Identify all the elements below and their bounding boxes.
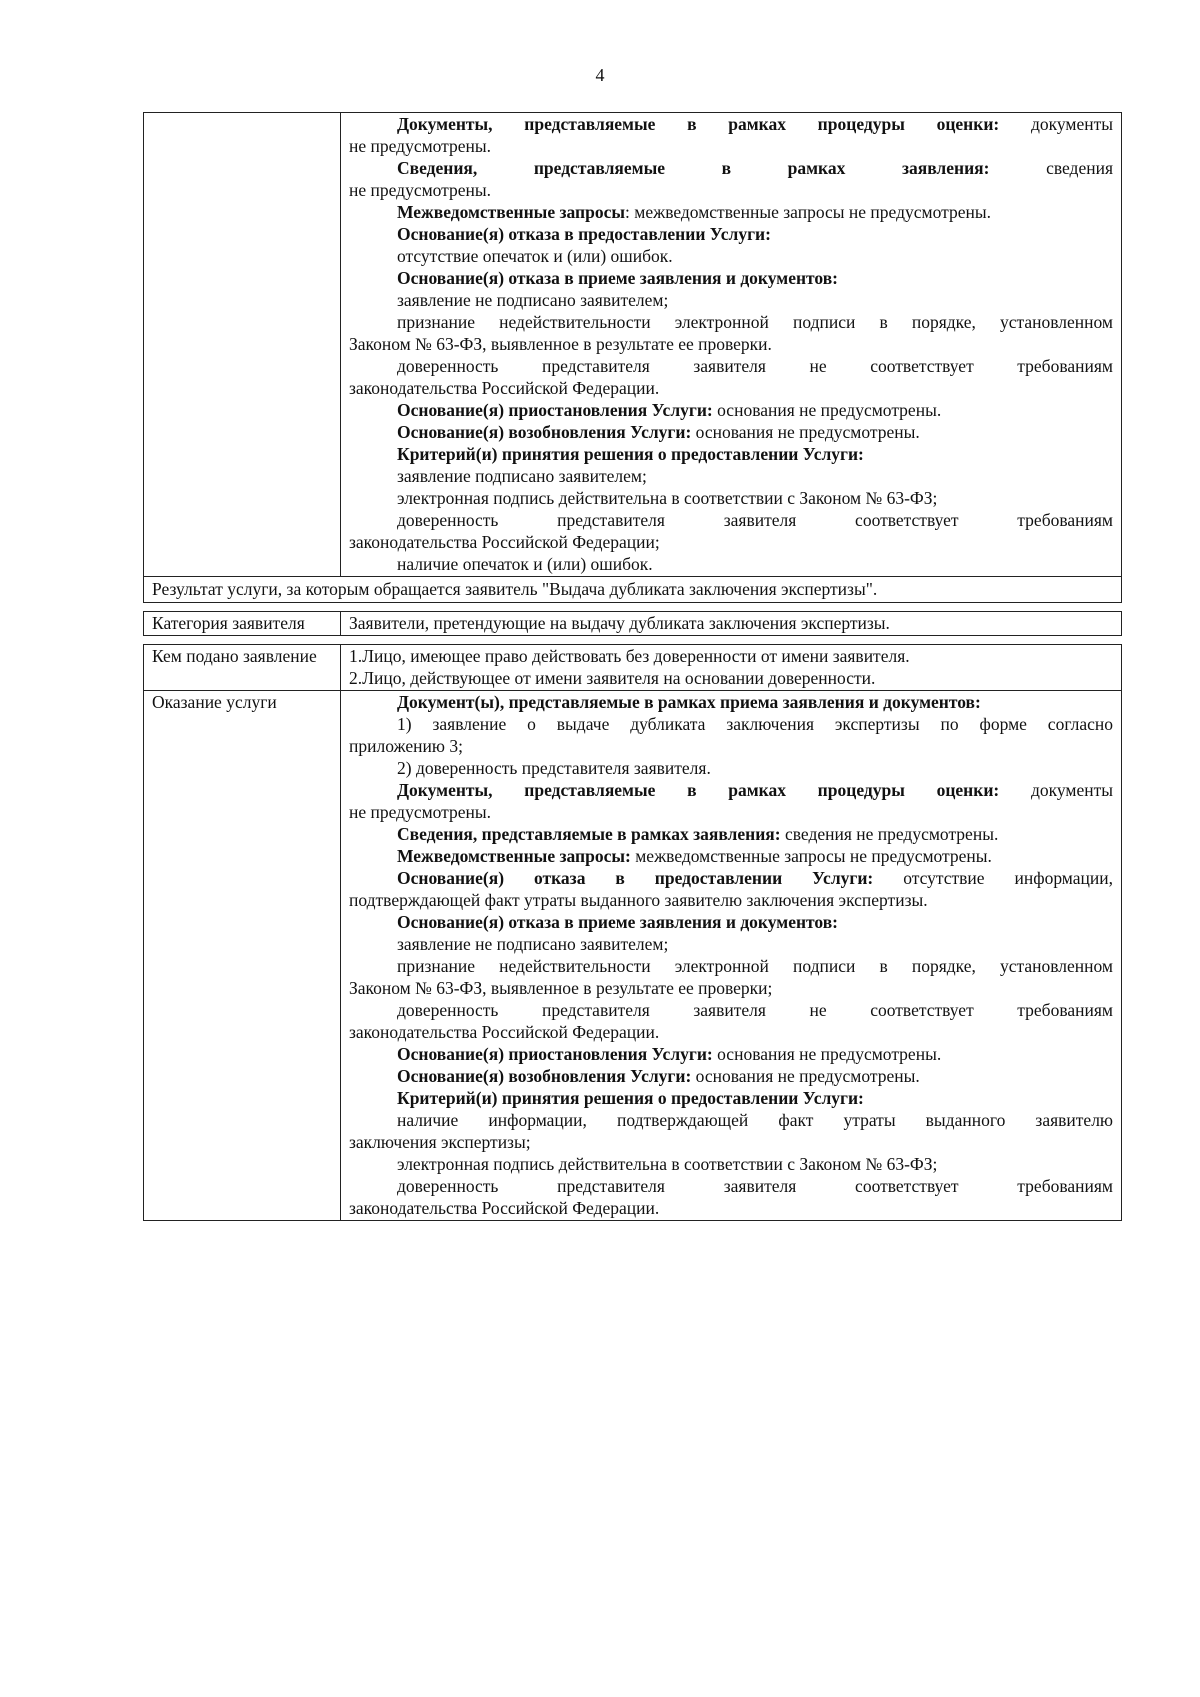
bold-heading: Документ(ы), представляемые в рамках приема заявления и документов: [397,692,981,712]
service-table [143,112,1122,1221]
paragraph [349,509,1113,531]
category-label: Категория заявителя [144,612,341,636]
paragraph-text: наличие опечаток и (или) ошибок. [397,554,653,574]
paragraph-text: Законом № 63-ФЗ, выявленное в результате ее проверки; [349,978,773,998]
paragraph-text: отсутствие опечаток и (или) ошибок. [397,246,673,266]
section-row [144,577,1122,603]
paragraph-text: заключения экспертизы; [349,1132,531,1152]
paragraph [349,333,1113,355]
paragraph-text: отсутствие информации, [873,868,1113,888]
paragraph [349,1175,1113,1197]
paragraph-text: законодательства Российской Федерации. [349,1022,660,1042]
bold-heading: Основание(я) приостановления Услуги: [397,400,713,420]
service-label: Оказание услуги [144,691,341,1221]
bold-heading: Сведения, представляемые в рамках заявления: [397,824,781,844]
bold-heading: Документы, представляемые в рамках процедуры оценки: [397,780,1000,800]
paragraph-text: доверенность представителя заявителя не соответствует требованиям [397,1000,1113,1020]
table-row [144,612,1122,636]
paragraph-text: : межведомственные запросы не предусмотрены. [625,202,991,222]
paragraph-text: основания не предусмотрены. [712,400,942,420]
paragraph-text: заявление подписано заявителем; [397,466,647,486]
paragraph-text: не предусмотрены. [349,802,492,822]
paragraph-text: признание недействительности электронной подписи в порядке, установленном [397,956,1113,976]
paragraph-text: 2) доверенность представителя заявителя. [397,758,711,778]
paragraph [349,223,1113,245]
bold-heading: Основание(я) отказа в приеме заявления и документов: [397,912,839,932]
bold-heading: Критерий(и) принятия решения о предоставлении Услуги: [397,444,864,464]
paragraph [349,421,1113,443]
paragraph [349,757,1113,779]
paragraph [349,135,1113,157]
paragraph [349,867,1113,889]
list-item: 2.Лицо, действующее от имени заявителя на основании доверенности. [349,668,876,688]
paragraph [349,1153,1113,1175]
table-row [144,113,1122,577]
paragraph [349,1197,1113,1219]
paragraph [349,245,1113,267]
paragraph-text: подтверждающей факт утраты выданного заявителю заключения экспертизы. [349,890,928,910]
paragraph [349,487,1113,509]
paragraph-text: заявление не подписано заявителем; [397,934,669,954]
paragraph [349,889,1113,911]
service-block-cell [341,691,1122,1221]
paragraph-text: основания не предусмотрены. [691,422,920,442]
paragraph-text: доверенность представителя заявителя не соответствует требованиям [397,356,1113,376]
paragraph [349,267,1113,289]
bold-heading: Основание(я) отказа в предоставлении Услуги: [397,868,874,888]
paragraph-text: наличие информации, подтверждающей факт утраты выданного заявителю [397,1110,1113,1130]
paragraph-text: основания не предусмотрены. [691,1066,920,1086]
paragraph-text: законодательства Российской Федерации. [349,1198,660,1218]
paragraph [349,531,1113,553]
paragraph-text: документы [999,780,1113,800]
service-block [349,691,1113,1219]
list-item: 1.Лицо, имеющее право действовать без доверенности от имени заявителя. [349,646,910,666]
paragraph-text: электронная подпись действительна в соответствии с Законом № 63-ФЗ; [397,1154,938,1174]
paragraph-text: документы [999,114,1113,134]
top-block [349,113,1113,575]
bold-heading: Основание(я) возобновления Услуги: [397,422,692,442]
paragraph [349,1043,1113,1065]
paragraph [349,911,1113,933]
paragraph [349,977,1113,999]
paragraph [349,1109,1113,1131]
bold-heading: Межведомственные запросы: [397,846,631,866]
empty-label-cell [144,113,341,577]
paragraph [349,377,1113,399]
paragraph-text: не предусмотрены. [349,136,492,156]
paragraph [349,1021,1113,1043]
paragraph [349,1065,1113,1087]
paragraph-text: законодательства Российской Федерации. [349,378,660,398]
paragraph [349,553,1113,575]
section-title: Результат услуги, за которым обращается заявитель "Выдача дубликата заключения экспертизы". [144,577,1122,603]
bold-heading: Критерий(и) принятия решения о предоставлении Услуги: [397,1088,864,1108]
bold-heading: Документы, представляемые в рамках процедуры оценки: [397,114,1000,134]
paragraph-text: основания не предусмотрены. [712,1044,942,1064]
paragraph-text: межведомственные запросы не предусмотрены. [630,846,992,866]
paragraph [349,443,1113,465]
paragraph-text: доверенность представителя заявителя соответствует требованиям [397,1176,1113,1196]
paragraph [349,465,1113,487]
paragraph [349,113,1113,135]
paragraph-text: доверенность представителя заявителя соответствует требованиям [397,510,1113,530]
bold-heading: Сведения, представляемые в рамках заявления: [397,158,990,178]
page-number: 4 [595,65,605,85]
paragraph [349,933,1113,955]
paragraph-text: заявление не подписано заявителем; [397,290,669,310]
paragraph [349,823,1113,845]
paragraph [349,845,1113,867]
paragraph [349,201,1113,223]
paragraph [349,289,1113,311]
bold-heading: Основание(я) возобновления Услуги: [397,1066,692,1086]
paragraph [349,955,1113,977]
paragraph [349,311,1113,333]
paragraph-text: не предусмотрены. [349,180,492,200]
paragraph [349,713,1113,735]
bold-heading: Межведомственные запросы [397,202,626,222]
paragraph [349,999,1113,1021]
paragraph [349,779,1113,801]
paragraph-text: Законом № 63-ФЗ, выявленное в результате ее проверки. [349,334,772,354]
paragraph-text: приложению 3; [349,736,463,756]
paragraph [349,1087,1113,1109]
paragraph [349,735,1113,757]
paragraph [349,801,1113,823]
paragraph [349,1131,1113,1153]
paragraph-text: сведения не предусмотрены. [780,824,999,844]
paragraph [349,691,1113,713]
category-value: Заявители, претендующие на выдачу дубликата заключения экспертизы. [341,612,1122,636]
table-row [144,645,1122,691]
bold-heading: Основание(я) отказа в приеме заявления и документов: [397,268,839,288]
paragraph-text: сведения [989,158,1113,178]
top-block-cell [341,113,1122,577]
bold-heading: Основание(я) приостановления Услуги: [397,1044,713,1064]
submitted-label: Кем подано заявление [144,645,341,691]
bold-heading: Основание(я) отказа в предоставлении Услуги: [397,224,771,244]
paragraph [349,157,1113,179]
paragraph-text: законодательства Российской Федерации; [349,532,660,552]
table-row [144,691,1122,1221]
paragraph-text: электронная подпись действительна в соответствии с Законом № 63-ФЗ; [397,488,938,508]
submitted-value [341,645,1122,691]
paragraph-text: 1) заявление о выдаче дубликата заключения экспертизы по форме согласно [397,714,1113,734]
paragraph [349,399,1113,421]
paragraph [349,355,1113,377]
paragraph [349,179,1113,201]
paragraph-text: признание недействительности электронной подписи в порядке, установленном [397,312,1113,332]
